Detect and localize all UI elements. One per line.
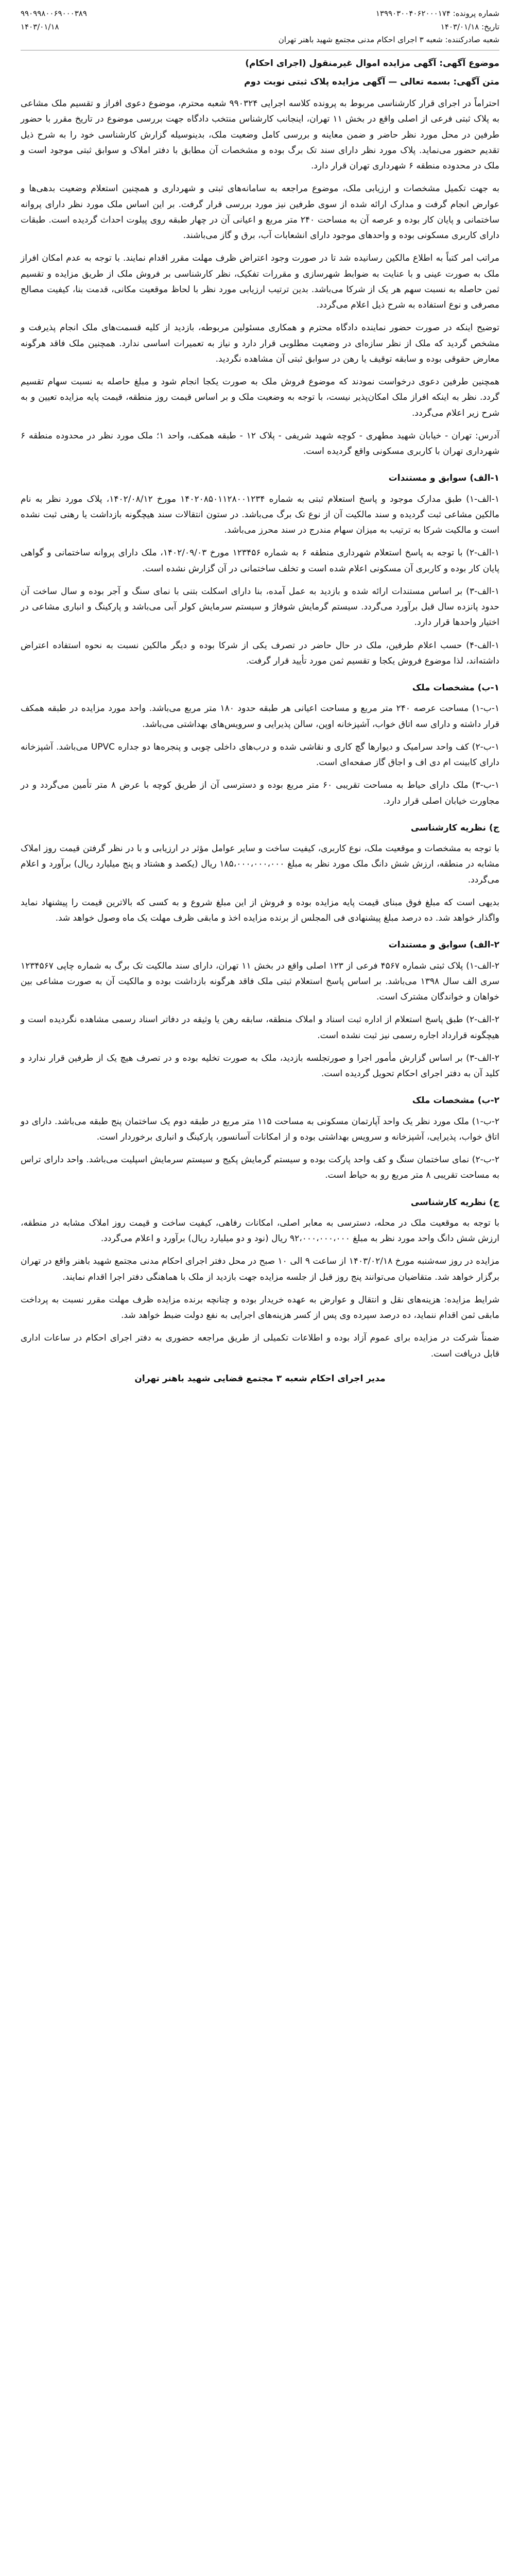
section-1-item: ۱-الف-۳) بر اساس مستندات ارائه شده و بازدید به عمل آمده، بنا دارای اسکلت بتنی با نمای سنگ و آجر بوده و سال ساخت آن حدود پانزده سال قبل برآورد می‌گردد. سیستم گرمایش شوفاژ و سیستم سرمایش کولر آبی می‌باشد و پارکینگ و انباری مشاعی در اختیار واحدها قرار دارد. xyxy=(21,586,499,628)
section-3-item: بدیهی است که مبلغ فوق مبنای قیمت پایه مزایده بوده و فروش از این مبلغ شروع و به کسی که بالاترین قیمت را پیشنهاد نماید واگذار خواهد شد. ده درصد مبلغ پیشنهادی فی المجلس از برنده مزایده اخذ و مابقی ظرف مهلت یک ماه وصول خواهد شد. xyxy=(21,897,499,923)
section-1-item: ۱-الف-۴) حسب اعلام طرفین، ملک در حال حاضر در تصرف یکی از شرکا بوده و دیگر مالکین نسبت به نحوه استفاده اعتراض داشته‌اند، لذا موضوع فروش یکجا و تقسیم ثمن مورد تأیید قرار گرفت. xyxy=(21,640,499,666)
section-4-item: ۲-الف-۲) طبق پاسخ استعلام از اداره ثبت اسناد و املاک منطقه، سابقه رهن یا وثیقه در دفاتر اسناد رسمی مشاهده نگردیده است و هیچگونه قرارداد اجاره رسمی نیز ثبت نشده است. xyxy=(21,1014,499,1041)
header-left xyxy=(21,7,87,33)
issuing-court: شعبه صادرکننده: شعبه ۳ اجرای احکام مدنی مجتمع شهید باهنر تهران xyxy=(278,35,499,44)
paragraph-1: احتراماً در اجرای قرار کارشناسی مربوط به پرونده کلاسه اجرایی ۹۹۰۳۲۴ شعبه محترم، موضوع دعوی افراز و تقسیم ملک مشاعی به پلاک ثبتی فرعی از اصلی واقع در بخش ۱۱ تهران، اینجانب کارشناس منتخب دادگاه جهت بررسی موضوع در تاریخ مقرر با حضور طرفین در محل مورد نظر حاضر و ضمن معاینه و بررسی کامل وضعیت ملک، بدینوسیله گزارش کارشناسی خود را به شرح ذیل تقدیم حضور می‌نماید. پلاک مورد نظر دارای سند تک برگ بوده و مشخصات آن مطابق با دفتر املاک و سوابق ثبتی موجود است و ملک در محدوده منطقه ۶ شهرداری تهران قرار دارد. xyxy=(21,98,499,171)
notice-intro: متن آگهی: بسمه تعالی — آگهی مزایده پلاک ثبتی نوبت دوم xyxy=(244,76,499,87)
section-title-6: ج) نظریه کارشناسی xyxy=(410,1197,499,1208)
signature-line: مدیر اجرای احکام شعبه ۳ مجتمع قضایی شهید باهنر تهران xyxy=(134,1373,386,1384)
section-title-1: ۱-الف) سوابق و مستندات xyxy=(388,473,499,484)
section-4-item: ۲-الف-۱) پلاک ثبتی شماره ۴۵۶۷ فرعی از ۱۲۳ اصلی واقع در بخش ۱۱ تهران، دارای سند مالکیت تک برگ به شماره چاپی ۱۲۳۴۵۶۷ سری الف سال ۱۳۹۸ می‌باشد. بر اساس پاسخ استعلام ثبتی ملک فاقد هرگونه بازداشت بوده و مالکیت آن به صورت مشاعی بین خواهان و خواندگان مشترک است. xyxy=(21,960,500,1002)
section-6-item: با توجه به موقعیت ملک در محله، دسترسی به معابر اصلی، امکانات رفاهی، کیفیت ساخت و قیمت روز املاک مشابه در منطقه، ارزش شش دانگ واحد مورد نظر به مبلغ ۹۲،۰۰۰،۰۰۰،۰۰۰ ریال (نود و دو میلیارد ریال) برآورد و اعلام می‌گردد. xyxy=(21,1217,499,1244)
address-paragraph: آدرس: تهران - خیابان شهید مطهری - کوچه شهید شریفی - پلاک ۱۲ - طبقه همکف، واحد ۱؛ ملک مورد نظر در محدوده منطقه ۶ شهرداری تهران با کاربری مسکونی واقع گردیده است. xyxy=(21,430,499,456)
section-1-item: ۱-الف-۱) طبق مدارک موجود و پاسخ استعلام ثبتی به شماره ۱۴۰۲۰۸۵۰۱۱۲۸۰۰۱۲۳۴ مورخ ۱۴۰۲/۰۸/۱۲، پلاک مورد نظر به نام مالکین مشاعی ثبت گردیده و سند مالکیت آن از نوع تک برگ می‌باشد. در ستون انتقالات سند هیچگونه بازداشت یا رهنی ثبت نشده است و مالکیت شرکا به ترتیب به میزان سهام مندرج در سند محرز می‌باشد. xyxy=(21,494,499,535)
section-4-item: ۲-الف-۳) بر اساس گزارش مأمور اجرا و صورتجلسه بازدید، ملک به صورت تخلیه بوده و در تصرف هیچ یک از طرفین قرار ندارد و کلید آن به دفتر اجرای احکام تحویل گردیده است. xyxy=(21,1053,499,1079)
section-2-item: ۱-ب-۲) کف واحد سرامیک و دیوارها گچ کاری و نقاشی شده و درب‌های داخلی چوبی و پنجره‌ها دو جداره UPVC می‌باشد. آشپزخانه دارای کابینت ام دی اف و اجاق گاز صفحه‌ای است. xyxy=(21,741,499,768)
section-5-item: ۲-ب-۱) ملک مورد نظر یک واحد آپارتمان مسکونی به مساحت ۱۱۵ متر مربع در طبقه دوم یک ساختمان پنج طبقه می‌باشد. دارای دو اتاق خواب، پذیرایی، آشپزخانه و سرویس بهداشتی بوده و از امکانات آسانسور، پارکینگ و انباری برخوردار است. xyxy=(21,1116,499,1142)
section-5-item: ۲-ب-۲) نمای ساختمان سنگ و کف واحد پارکت بوده و سیستم گرمایش پکیج و سیستم سرمایش اسپلیت می‌باشد. واحد دارای تراس به مساحت تقریبی ۸ متر مربع رو به حیاط است. xyxy=(21,1155,499,1181)
paragraph-2: به جهت تکمیل مشخصات و ارزیابی ملک، موضوع مراجعه به سامانه‌های ثبتی و شهرداری و همچنین استعلام وضعیت بدهی‌ها و عوارض انجام گرفت و مدارک ارائه شده از سوی طرفین نیز مورد بررسی قرار گرفت. بر این اساس ملک مورد نظر دارای پروانه ساختمانی و پایان کار بوده و عرصه آن به مساحت ۲۴۰ متر مربع و اعیانی آن در چهار طبقه روی پیلوت احداث گردیده است. طبقات دارای کاربری مسکونی بوده و واحدهای موجود دارای انشعابات آب، برق و گاز می‌باشند. xyxy=(21,183,499,241)
section-2-item: ۱-ب-۱) مساحت عرصه ۲۴۰ متر مربع و مساحت اعیانی هر طبقه حدود ۱۸۰ متر مربع می‌باشد. واحد مورد مزایده در طبقه همکف قرار داشته و دارای سه اتاق خواب، آشپزخانه اوپن، سالن پذیرایی و سرویس‌های بهداشتی می‌باشد. xyxy=(21,703,500,730)
document-date: تاریخ: ۱۴۰۳/۰۱/۱۸ xyxy=(440,22,499,31)
file-number: شماره پرونده: ۱۳۹۹۰۳۰۰۴۰۶۲۰۰۰۱۷۴ xyxy=(375,9,499,18)
paragraph-4: توضیح اینکه در صورت حضور نماینده دادگاه محترم و همکاری مسئولین مربوطه، بازدید از کلیه قسمت‌های ملک انجام پذیرفت و مشخص گردید که ملک از نظر سازه‌ای در وضعیت مطلوبی قرار دارد و نیاز به تعمیرات اساسی ندارد. همچنین ملک فاقد هرگونه معارض حقوقی بوده و سابقه توقیف یا رهن در سوابق ثبتی آن مشاهده نگردید. xyxy=(21,323,499,364)
closing-paragraph: ضمناً شرکت در مزایده برای عموم آزاد بوده و اطلاعات تکمیلی از طریق مراجعه حضوری به دفتر اجرای احکام در ساعات اداری قابل دریافت است. xyxy=(21,1333,499,1359)
section-title-4: ۲-الف) سوابق و مستندات xyxy=(388,940,499,951)
section-title-3: ج) نظریه کارشناسی xyxy=(410,822,499,833)
notice-subject: موضوع آگهی: آگهی مزایده اموال غیرمنقول (اجرای احکام) xyxy=(245,58,499,69)
closing-paragraph: شرایط مزایده: هزینه‌های نقل و انتقال و عوارض به عهده خریدار بوده و چنانچه برنده مزایده ظرف مهلت مقرر نسبت به پرداخت مابقی ثمن اقدام ننماید، ده درصد سپرده وی پس از کسر هزینه‌های اجرایی به نفع دولت ضبط خواهد شد. xyxy=(21,1294,499,1320)
section-2-item: ۱-ب-۳) ملک دارای حیاط به مساحت تقریبی ۶۰ متر مربع بوده و دسترسی آن از طریق کوچه با عرض ۸ متر تأمین می‌گردد و در مجاورت خیابان اصلی قرار دارد. xyxy=(21,780,499,806)
section-title-2: ۱-ب) مشخصات ملک xyxy=(412,683,499,693)
header-right xyxy=(279,7,499,47)
section-title-5: ۲-ب) مشخصات ملک xyxy=(412,1095,499,1106)
paragraph-3: مراتب امر کتباً به اطلاع مالکین رسانیده شد تا در صورت وجود اعتراض ظرف مهلت مقرر اقدام نمایند. با توجه به عدم امکان افراز ملک به صورت عینی و با عنایت به ضوابط شهرسازی و مقررات تفکیک، نظر کارشناسی بر فروش ملک از طریق مزایده و تقسیم ثمن حاصله به نسبت سهم هر یک از شرکا می‌باشد. بدین ترتیب ارزیابی مورد نظر با لحاظ موقعیت مکانی، قدمت بنا، کیفیت مصالح مصرفی و نوع استفاده به شرح ذیل اعلام می‌گردد. xyxy=(21,253,499,310)
section-6-item: مزایده در روز سه‌شنبه مورخ ۱۴۰۳/۰۲/۱۸ از ساعت ۹ الی ۱۰ صبح در محل دفتر اجرای احکام مدنی مجتمع شهید باهنر واقع در تهران برگزار خواهد شد. متقاضیان می‌توانند پنج روز قبل از جلسه مزایده جهت بازدید از ملک با هماهنگی دفتر اجرا اقدام نمایند. xyxy=(21,1256,499,1282)
section-1-item: ۱-الف-۲) با توجه به پاسخ استعلام شهرداری منطقه ۶ به شماره ۱۲۳۴۵۶ مورخ ۱۴۰۲/۰۹/۰۳، ملک دارای پروانه ساختمانی و گواهی پایان کار بوده و کاربری آن مسکونی اعلام شده است و تخلف ساختمانی در آن گزارش نشده است. xyxy=(21,548,499,574)
document-header xyxy=(21,7,499,50)
reference-date: ۱۴۰۳/۰۱/۱۸ xyxy=(21,22,59,31)
reference-number: ۹۹۰۹۹۸۰۰۶۹۰۰۰۳۸۹ xyxy=(21,9,87,18)
paragraph-5: همچنین طرفین دعوی درخواست نمودند که موضوع فروش ملک به صورت یکجا انجام شود و مبلغ حاصله به نسبت سهام تقسیم گردد. نظر به اینکه افراز ملک امکان‌پذیر نیست، با توجه به وضعیت ملک و بر اساس قیمت روز منطقه، قیمت پایه مزایده تعیین و به شرح زیر اعلام می‌گردد. xyxy=(21,377,499,418)
section-3-item: با توجه به مشخصات و موقعیت ملک، نوع کاربری، کیفیت ساخت و سایر عوامل مؤثر در ارزیابی و با در نظر گرفتن قیمت روز املاک مشابه در منطقه، ارزش شش دانگ ملک مورد نظر به مبلغ ۱۸۵،۰۰۰،۰۰۰،۰۰۰ ریال (یکصد و هشتاد و پنج میلیارد ریال) برآورد و اعلام می‌گردد. xyxy=(21,843,499,885)
